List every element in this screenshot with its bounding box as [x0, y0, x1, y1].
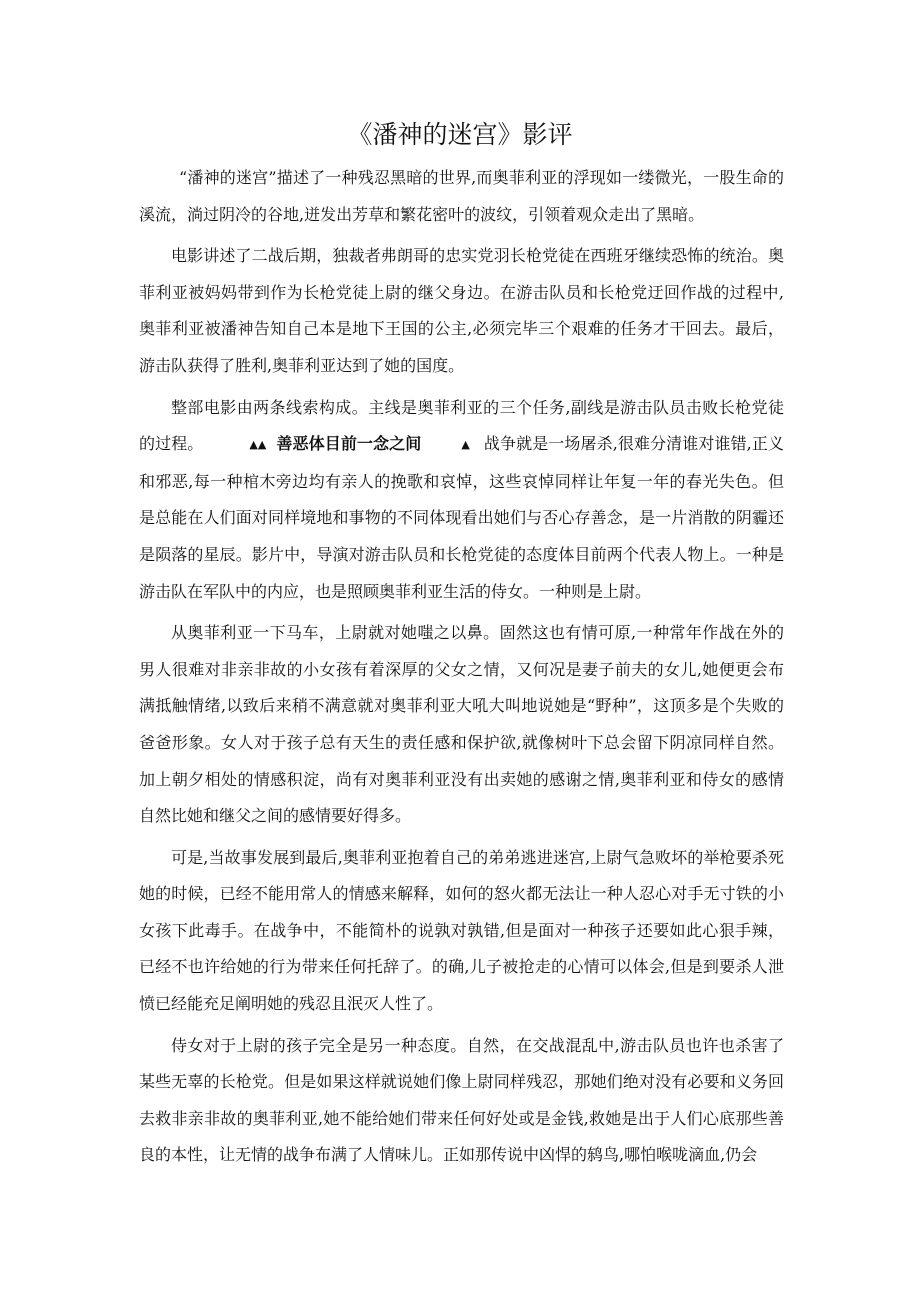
paragraph-captain: 从奥菲利亚一下马车，上尉就对她嗤之以鼻。固然这也有情可原,一种常年作战在外的男人很难对非亲非故的小女孩有着深厚的父女之情，又何况是妻子前夫的女儿,她便更会布满抵触情绪,以致后来稍不满意就对奥菲利亚大吼大叫地说她是“野种”，这顶多是个失败的爸爸形象。女人对于孩子总有天生的责任感和保护欲,就像树叶下总会留下阴凉同样自然。加上朝夕相处的情感积淀，尚有对奥菲利亚没有出卖她的感谢之情,奥菲利亚和侍女的感情自然比她和继父之间的感情要好得多。 [139, 623, 784, 826]
paragraph-structure-continuation: 战争就是一场屠杀,很难分清谁对谁错,正义和邪恶,每一种棺木旁边均有亲人的挽歌和哀悼，这些哀悼同样让年复一年的春光失色。但是总能在人们面对同样境地和事物的不同体现看出她们与否心存善念，是一片消散的阴霾还是陨落的星辰。影片中，导演对游击队员和长枪党徒的态度体目前两个代表人物上。一种是游击队在军队中的内应，也是照顾奥菲利亚生活的侍女。一种则是上尉。 [139, 434, 784, 601]
paragraph-structure-text: 整部电影由两条线索构成。主线是奥菲利亚的三个任务,副线是游击队员击败长枪党徒的过程。 [139, 397, 784, 454]
paragraph-intro: “潘神的迷宫”描述了一种残忍黑暗的世界,而奥菲利亚的浮现如一缕微光，一股生命的溪流，淌过阴冷的谷地,迸发出芳草和繁花密叶的波纹，引领着观众走出了黑暗。 [139, 168, 784, 224]
paragraph-ending: 可是,当故事发展到最后,奥菲利亚抱着自己的弟弟逃进迷宫,上尉气急败坏的举枪要杀死她的时候，已经不能用常人的情感来解释，如何的怒火都无法让一种人忍心对手无寸铁的小女孩下此毒手。在战争中，不能简朴的说孰对孰错,但是面对一种孩子还要如此心狠手辣，已经不也许给她的行为带来任何托辞了。的确,儿子被抢走的心情可以体会,但是到要杀人泄愤已经能充足阐明她的残忍且泯灭人性了。 [139, 847, 784, 1014]
section-heading-inline: 善恶体目前一念之间 [276, 434, 422, 454]
paragraph-structure [139, 390, 784, 611]
triangle-marker-double-icon: ▲▲ [249, 438, 267, 452]
document-title: 《潘神的迷宫》影评 [347, 120, 573, 149]
document-body [139, 160, 784, 1179]
paragraph-plot: 电影讲述了二战后期，独裁者弗朗哥的忠实党羽长枪党徒在西班牙继续恐怖的统治。奥菲利亚被妈妈带到作为长枪党徒上尉的继父身边。在游击队员和长枪党迂回作战的过程中,奥菲利亚被潘神告知自己本是地下王国的公主,必须完毕三个艰难的任务才干回去。最后，游击队获得了胜利,奥菲利亚达到了她的国度。 [139, 246, 784, 375]
paragraph-maid: 侍女对于上尉的孩子完全是另一种态度。自然，在交战混乱中,游击队员也许也杀害了某些无辜的长枪党。但是如果这样就说她们像上尉同样残忍，那她们绝对没有必要和义务回去救非亲非故的奥菲利亚,她不能给她们带来任何好处或是金钱,救她是出于人们心底那些善良的本性，让无情的战争布满了人情味儿。正如那传说中凶悍的鸫鸟,哪怕喉咙滴血,仍会 [139, 1035, 784, 1165]
triangle-marker-icon: ▲ [461, 438, 470, 452]
